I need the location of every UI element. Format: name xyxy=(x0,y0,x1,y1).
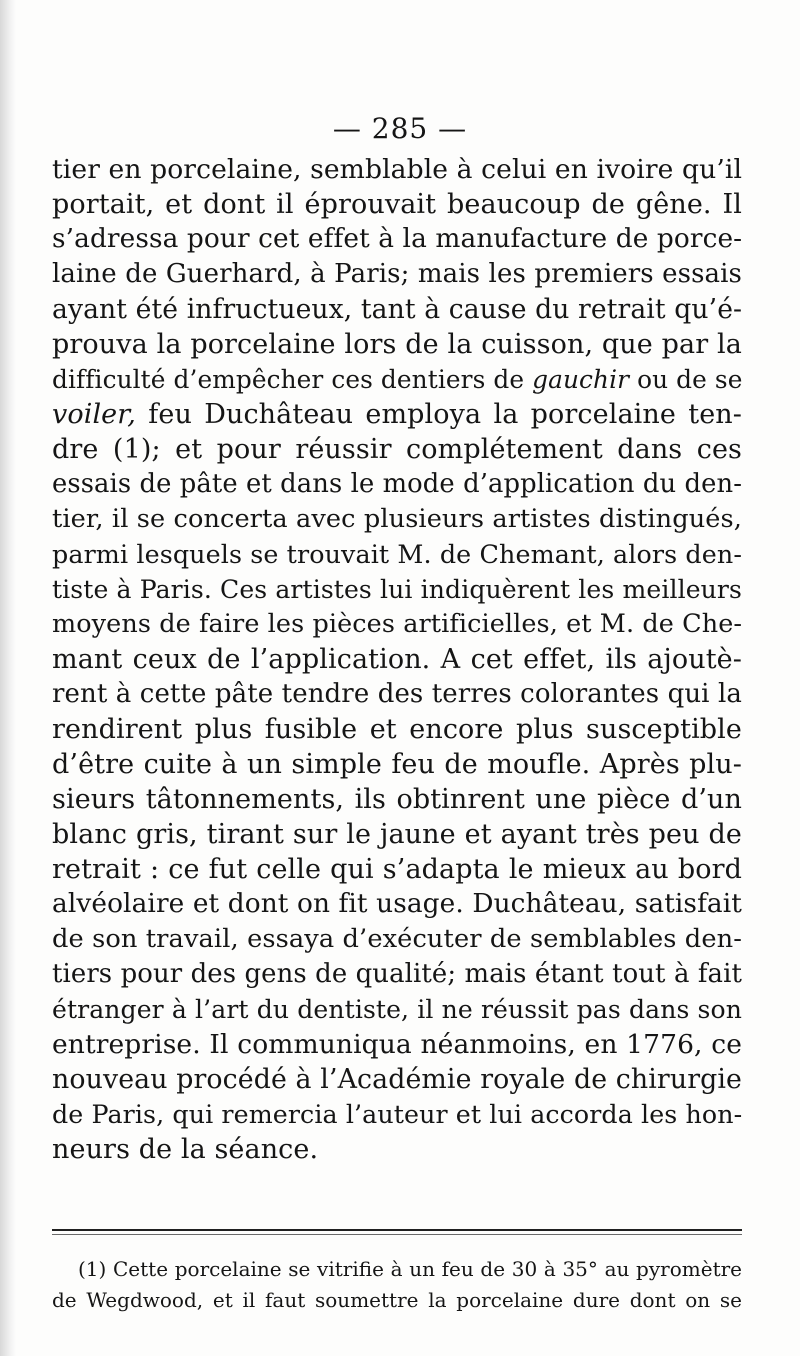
text-segment: nouveau procédé à l’Académie royale de chirurgie xyxy=(52,1064,742,1095)
text-line xyxy=(52,572,742,607)
text-segment: tier en porcelaine, semblable à celui en ivoire qu’il xyxy=(52,154,743,185)
page-binding-edge xyxy=(0,0,16,1356)
footnote-rule xyxy=(52,1229,742,1231)
text-segment: ou de se xyxy=(629,365,743,394)
text-line xyxy=(52,362,742,397)
text-line xyxy=(52,712,742,747)
text-segment: tiers pour des gens de qualité; mais étant tout à fait xyxy=(52,959,742,989)
text-line xyxy=(52,957,742,992)
text-line xyxy=(52,327,742,362)
text-segment: laine de Guerhard, à Paris; mais les premiers essais xyxy=(52,259,742,289)
text-line xyxy=(52,782,742,817)
text-line xyxy=(52,1097,742,1132)
footnote xyxy=(52,1254,742,1316)
text-line xyxy=(52,1027,742,1062)
text-line xyxy=(52,257,742,292)
text-segment: difficulté d’empêcher ces dentiers de xyxy=(52,365,533,394)
text-segment: mant ceux de l’application. A cet effet, ils ajoutè- xyxy=(52,644,742,675)
text-segment: feu Duchâteau employa la porcelaine ten- xyxy=(135,399,742,430)
text-line xyxy=(52,677,742,712)
text-line xyxy=(52,642,742,677)
text-line xyxy=(52,1132,742,1167)
text-line xyxy=(52,502,742,537)
text-line xyxy=(52,817,742,852)
text-segment: tiste à Paris. Ces artistes lui indiquèrent les meilleurs xyxy=(52,575,742,604)
text-segment: alvéolaire et dont on fit usage. Duchâteau, satisfait xyxy=(52,889,742,919)
text-line xyxy=(52,607,742,642)
text-line xyxy=(52,537,742,572)
text-segment: portait, et dont il éprouvait beaucoup de gêne. Il xyxy=(52,189,742,220)
text-segment: étranger à l’art du dentiste, il ne réussit pas dans son xyxy=(52,995,742,1024)
body-text xyxy=(52,152,742,1167)
text-segment: de son travail, essaya d’exécuter de semblables den- xyxy=(52,924,742,954)
text-segment: ayant été infructueux, tant à cause du retrait qu’é- xyxy=(52,294,743,325)
footnote-line: (1) Cette porcelaine se vitrifie à un feu de 30 à 35° au pyromètre xyxy=(78,1257,742,1281)
page-number-text: — 285 — xyxy=(332,112,468,145)
text-segment: parmi lesquels se trouvait M. de Chemant, alors den- xyxy=(52,539,742,569)
text-line xyxy=(52,187,742,222)
text-line xyxy=(52,992,742,1027)
text-segment: entreprise. Il communiqua néanmoins, en 1776, ce xyxy=(52,1029,742,1060)
text-segment: moyens de faire les pièces artificielles, et M. de Che- xyxy=(52,609,743,639)
text-segment: blanc gris, tirant sur le jaune et ayant très peu de xyxy=(52,819,742,850)
text-segment: prouva la porcelaine lors de la cuisson, que par la xyxy=(52,329,742,360)
text-segment: dre (1); et pour réussir complétement dans ces xyxy=(52,434,742,465)
footnote-rule-thin xyxy=(52,1234,742,1235)
text-segment: de Paris, qui remercia l’auteur et lui accorda les hon- xyxy=(52,1100,743,1129)
text-line xyxy=(52,1062,742,1097)
text-line xyxy=(52,887,742,922)
footnote-line: de Wegdwood, et il faut soumettre la porcelaine dure dont on se xyxy=(52,1288,742,1312)
text-line xyxy=(52,747,742,782)
text-line xyxy=(52,922,742,957)
text-segment: s’adressa pour cet effet à la manufacture de porce- xyxy=(52,224,743,254)
italic-text: gauchir xyxy=(532,365,630,394)
text-segment: sieurs tâtonnements, ils obtinrent une pièce d’un xyxy=(52,784,742,815)
page-number xyxy=(0,112,800,145)
text-segment: tier, il se concerta avec plusieurs artistes distingués, xyxy=(52,504,742,534)
text-line xyxy=(52,152,742,187)
italic-text: voiler, xyxy=(52,399,136,430)
text-segment: rent à cette pâte tendre des terres colorantes qui la xyxy=(52,679,742,709)
text-line xyxy=(52,852,742,887)
text-line xyxy=(52,292,742,327)
text-line xyxy=(52,467,742,502)
text-segment: d’être cuite à un simple feu de moufle. Après plu- xyxy=(52,749,742,780)
text-line xyxy=(52,397,742,432)
text-segment: neurs de la séance. xyxy=(52,1134,319,1165)
text-segment: retrait : ce fut celle qui s’adapta le mieux au bord xyxy=(52,854,742,885)
text-segment: rendirent plus fusible et encore plus susceptible xyxy=(52,714,742,745)
text-segment: essais de pâte et dans le mode d’application du den- xyxy=(52,469,743,499)
text-line xyxy=(52,222,742,257)
text-line xyxy=(52,432,742,467)
